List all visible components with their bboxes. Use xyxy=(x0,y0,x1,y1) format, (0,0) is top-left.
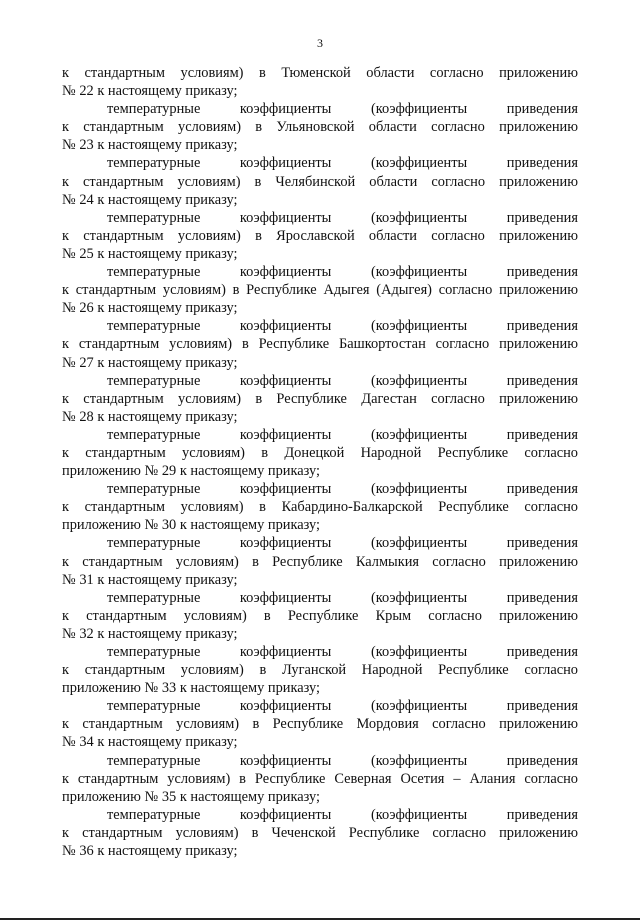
text-line: № 36 к настоящему приказу; xyxy=(62,843,238,860)
text-line: температурные коэффициенты (коэффициенты приведения xyxy=(107,101,578,118)
text-line: температурные коэффициенты (коэффициенты приведения xyxy=(107,372,578,389)
text-line: к стандартным условиям) в Челябинской области согласно приложению xyxy=(62,173,578,190)
text-line: к стандартным условиям) в Республике Северная Осетия – Алания согласно xyxy=(62,770,578,787)
paragraph xyxy=(62,752,578,806)
text-line: температурные коэффициенты (коэффициенты приведения xyxy=(107,535,578,552)
text-line: № 32 к настоящему приказу; xyxy=(62,625,238,642)
text-line: температурные коэффициенты (коэффициенты приведения xyxy=(107,155,578,172)
paragraph xyxy=(62,100,578,154)
text-line: температурные коэффициенты (коэффициенты приведения xyxy=(107,209,578,226)
text-line: к стандартным условиям) в Луганской Народной Республике согласно xyxy=(62,662,578,679)
text-line: № 23 к настоящему приказу; xyxy=(62,137,238,154)
text-line: к стандартным условиям) в Республике Адыгея (Адыгея) согласно приложению xyxy=(62,282,578,299)
text-line: к стандартным условиям) в Республике Дагестан согласно приложению xyxy=(62,390,578,407)
paragraph xyxy=(62,534,578,588)
paragraph xyxy=(62,589,578,643)
paragraph xyxy=(62,806,578,860)
text-line: к стандартным условиям) в Тюменской области согласно приложению xyxy=(62,65,578,81)
paragraph xyxy=(62,372,578,426)
text-line: температурные коэффициенты (коэффициенты приведения xyxy=(107,426,578,443)
text-line: температурные коэффициенты (коэффициенты приведения xyxy=(107,481,578,498)
text-line: к стандартным условиям) в Ярославской области согласно приложению xyxy=(62,227,578,244)
text-line: температурные коэффициенты (коэффициенты приведения xyxy=(107,806,578,823)
text-line: температурные коэффициенты (коэффициенты приведения xyxy=(107,698,578,715)
text-line: № 34 к настоящему приказу; xyxy=(62,734,238,751)
text-line: № 28 к настоящему приказу; xyxy=(62,408,238,425)
page-number: 3 xyxy=(317,36,323,50)
paragraph xyxy=(62,426,578,480)
text-line: приложению № 29 к настоящему приказу; xyxy=(62,463,321,480)
text-line: температурные коэффициенты (коэффициенты приведения xyxy=(107,589,578,606)
paragraph xyxy=(62,643,578,697)
text-line: температурные коэффициенты (коэффициенты приведения xyxy=(107,752,578,769)
text-line: температурные коэффициенты (коэффициенты приведения xyxy=(107,644,578,660)
paragraph xyxy=(62,317,578,371)
text-line: к стандартным условиям) в Республике Мордовия согласно приложению xyxy=(62,716,578,733)
text-line: приложению № 35 к настоящему приказу; xyxy=(62,788,321,805)
paragraph xyxy=(62,697,578,751)
text-line: № 25 к настоящему приказу; xyxy=(62,245,238,262)
text-line: № 22 к настоящему приказу; xyxy=(62,83,238,100)
text-line: № 24 к настоящему приказу; xyxy=(62,191,238,208)
paragraph xyxy=(62,64,578,100)
paragraph xyxy=(62,263,578,317)
text-line: к стандартным условиям) в Кабардино-Балкарской Республике согласно xyxy=(62,499,578,516)
text-line: к стандартным условиям) в Республике Крым согласно приложению xyxy=(62,607,578,624)
paragraph xyxy=(62,480,578,534)
text-line: № 26 к настоящему приказу; xyxy=(62,300,238,317)
text-line: к стандартным условиям) в Чеченской Республике согласно приложению xyxy=(62,824,578,841)
paragraph xyxy=(62,154,578,208)
text-line: № 27 к настоящему приказу; xyxy=(62,354,238,371)
text-line: № 31 к настоящему приказу; xyxy=(62,571,238,588)
text-line: приложению № 33 к настоящему приказу; xyxy=(62,680,321,697)
text-line: приложению № 30 к настоящему приказу; xyxy=(62,517,321,534)
text-line: температурные коэффициенты (коэффициенты приведения xyxy=(107,264,578,281)
text-line: к стандартным условиям) в Донецкой Народной Республике согласно xyxy=(62,444,578,461)
text-line: к стандартным условиям) в Ульяновской области согласно приложению xyxy=(62,119,578,136)
text-line: к стандартным условиям) в Республике Калмыкия согласно приложению xyxy=(62,553,578,570)
document-body xyxy=(62,64,578,860)
paragraph xyxy=(62,209,578,263)
page-bottom-edge xyxy=(0,918,640,920)
text-line: температурные коэффициенты (коэффициенты приведения xyxy=(107,318,578,335)
text-line: к стандартным условиям) в Республике Башкортостан согласно приложению xyxy=(62,336,578,353)
